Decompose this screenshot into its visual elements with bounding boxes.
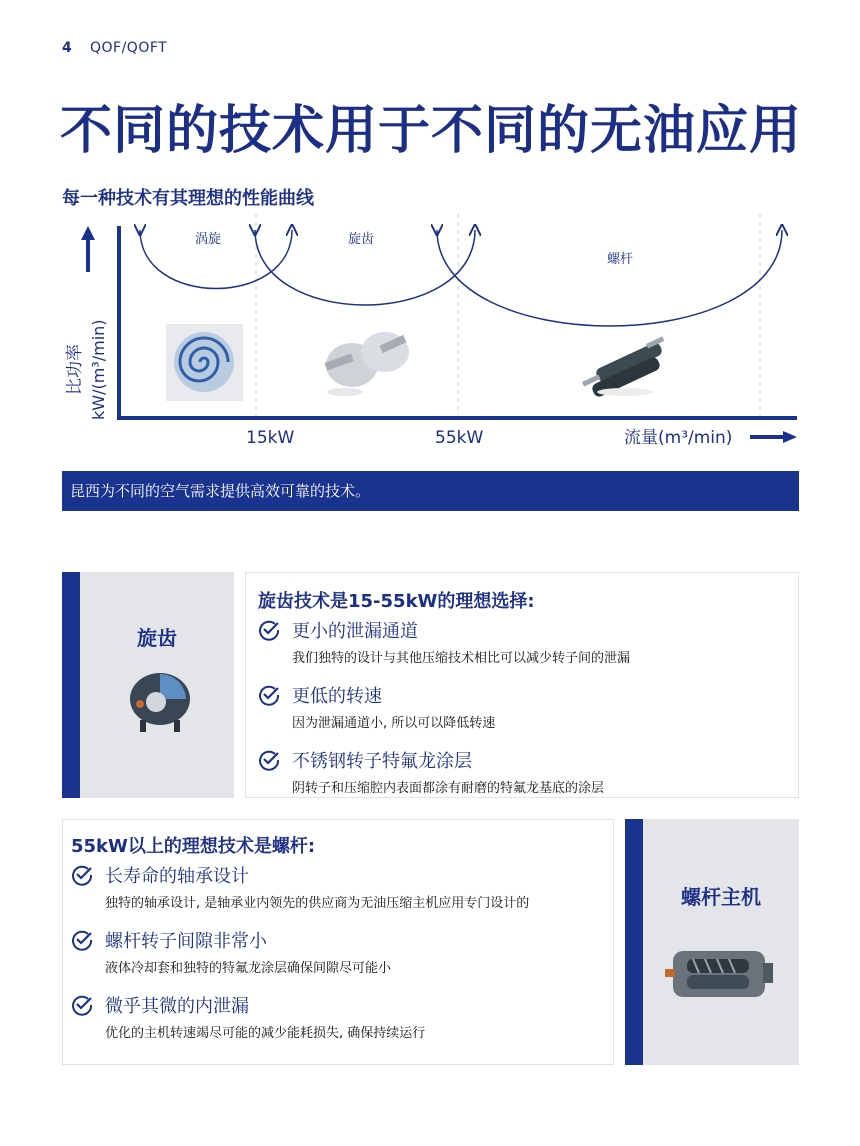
item-title: 微乎其微的内泄漏 bbox=[105, 996, 249, 1017]
check-icon bbox=[71, 929, 93, 951]
tooth-rotor-image bbox=[324, 332, 409, 396]
y-axis-label-1: 比功率 bbox=[65, 344, 85, 395]
item-desc: 液体冷却套和独特的特氟龙涂层确保间隙尽可能小 bbox=[105, 961, 392, 976]
screw-rotor-image bbox=[582, 336, 664, 398]
card2-side-label: 螺杆主机 bbox=[681, 885, 761, 909]
item-title: 不锈钢转子特氟龙涂层 bbox=[292, 751, 472, 772]
item-desc: 因为泄漏通道小, 所以可以降低转速 bbox=[292, 716, 496, 731]
card2-accent-bar bbox=[625, 819, 643, 1065]
curve-label-scroll: 涡旋 bbox=[195, 232, 222, 247]
card2-side-panel bbox=[643, 819, 799, 1065]
x-arrow-head bbox=[783, 431, 797, 443]
item-desc: 阴转子和压缩腔内表面都涂有耐磨的特氟龙基底的涂层 bbox=[292, 781, 605, 796]
card1-side-label: 旋齿 bbox=[137, 626, 177, 650]
card2-content bbox=[62, 819, 614, 1065]
tooth-compressor-image bbox=[120, 664, 200, 734]
card1-content bbox=[245, 572, 799, 798]
page-number: 4 bbox=[62, 40, 72, 56]
y-axis-label-2: kW/(m³/min) bbox=[89, 319, 108, 420]
item-title: 螺杆转子间隙非常小 bbox=[105, 931, 267, 952]
item-desc: 我们独特的设计与其他压缩技术相比可以减少转子间的泄漏 bbox=[292, 651, 631, 666]
screw-airend-image bbox=[665, 939, 775, 1009]
curve-label-tooth: 旋齿 bbox=[348, 232, 375, 247]
curve-label-screw: 螺杆 bbox=[607, 252, 634, 267]
card1-heading: 旋齿技术是15-55kW的理想选择: bbox=[258, 591, 535, 612]
item-title: 更低的转速 bbox=[292, 686, 382, 707]
y-arrow-head bbox=[81, 226, 95, 240]
chart-subtitle: 每一种技术有其理想的性能曲线 bbox=[62, 188, 314, 209]
summary-banner: 昆西为不同的空气需求提供高效可靠的技术。 bbox=[62, 471, 799, 511]
item-desc: 优化的主机转速竭尽可能的减少能耗损失, 确保持续运行 bbox=[105, 1026, 426, 1041]
card1-side-panel bbox=[80, 572, 234, 798]
item-desc: 独特的轴承设计, 是轴承业内领先的供应商为无油压缩主机应用专门设计的 bbox=[105, 896, 530, 911]
x-axis-label: 流量(m³/min) bbox=[624, 428, 733, 448]
check-icon bbox=[258, 619, 280, 641]
check-icon bbox=[71, 864, 93, 886]
check-icon bbox=[258, 749, 280, 771]
check-icon bbox=[258, 684, 280, 706]
page-title: 不同的技术用于不同的无油应用 bbox=[60, 101, 803, 161]
check-icon bbox=[71, 994, 93, 1016]
product-code: QOF/QOFT bbox=[90, 40, 168, 56]
item-title: 更小的泄漏通道 bbox=[292, 621, 418, 642]
card2-heading: 55kW以上的理想技术是螺杆: bbox=[71, 836, 316, 857]
item-title: 长寿命的轴承设计 bbox=[105, 866, 249, 887]
card1-accent-bar bbox=[62, 572, 80, 798]
x-tick-55kw: 55kW bbox=[435, 428, 484, 448]
curve-screw bbox=[437, 230, 782, 326]
scroll-element-image bbox=[166, 324, 243, 401]
x-tick-15kw: 15kW bbox=[246, 428, 295, 448]
performance-chart bbox=[0, 0, 860, 470]
